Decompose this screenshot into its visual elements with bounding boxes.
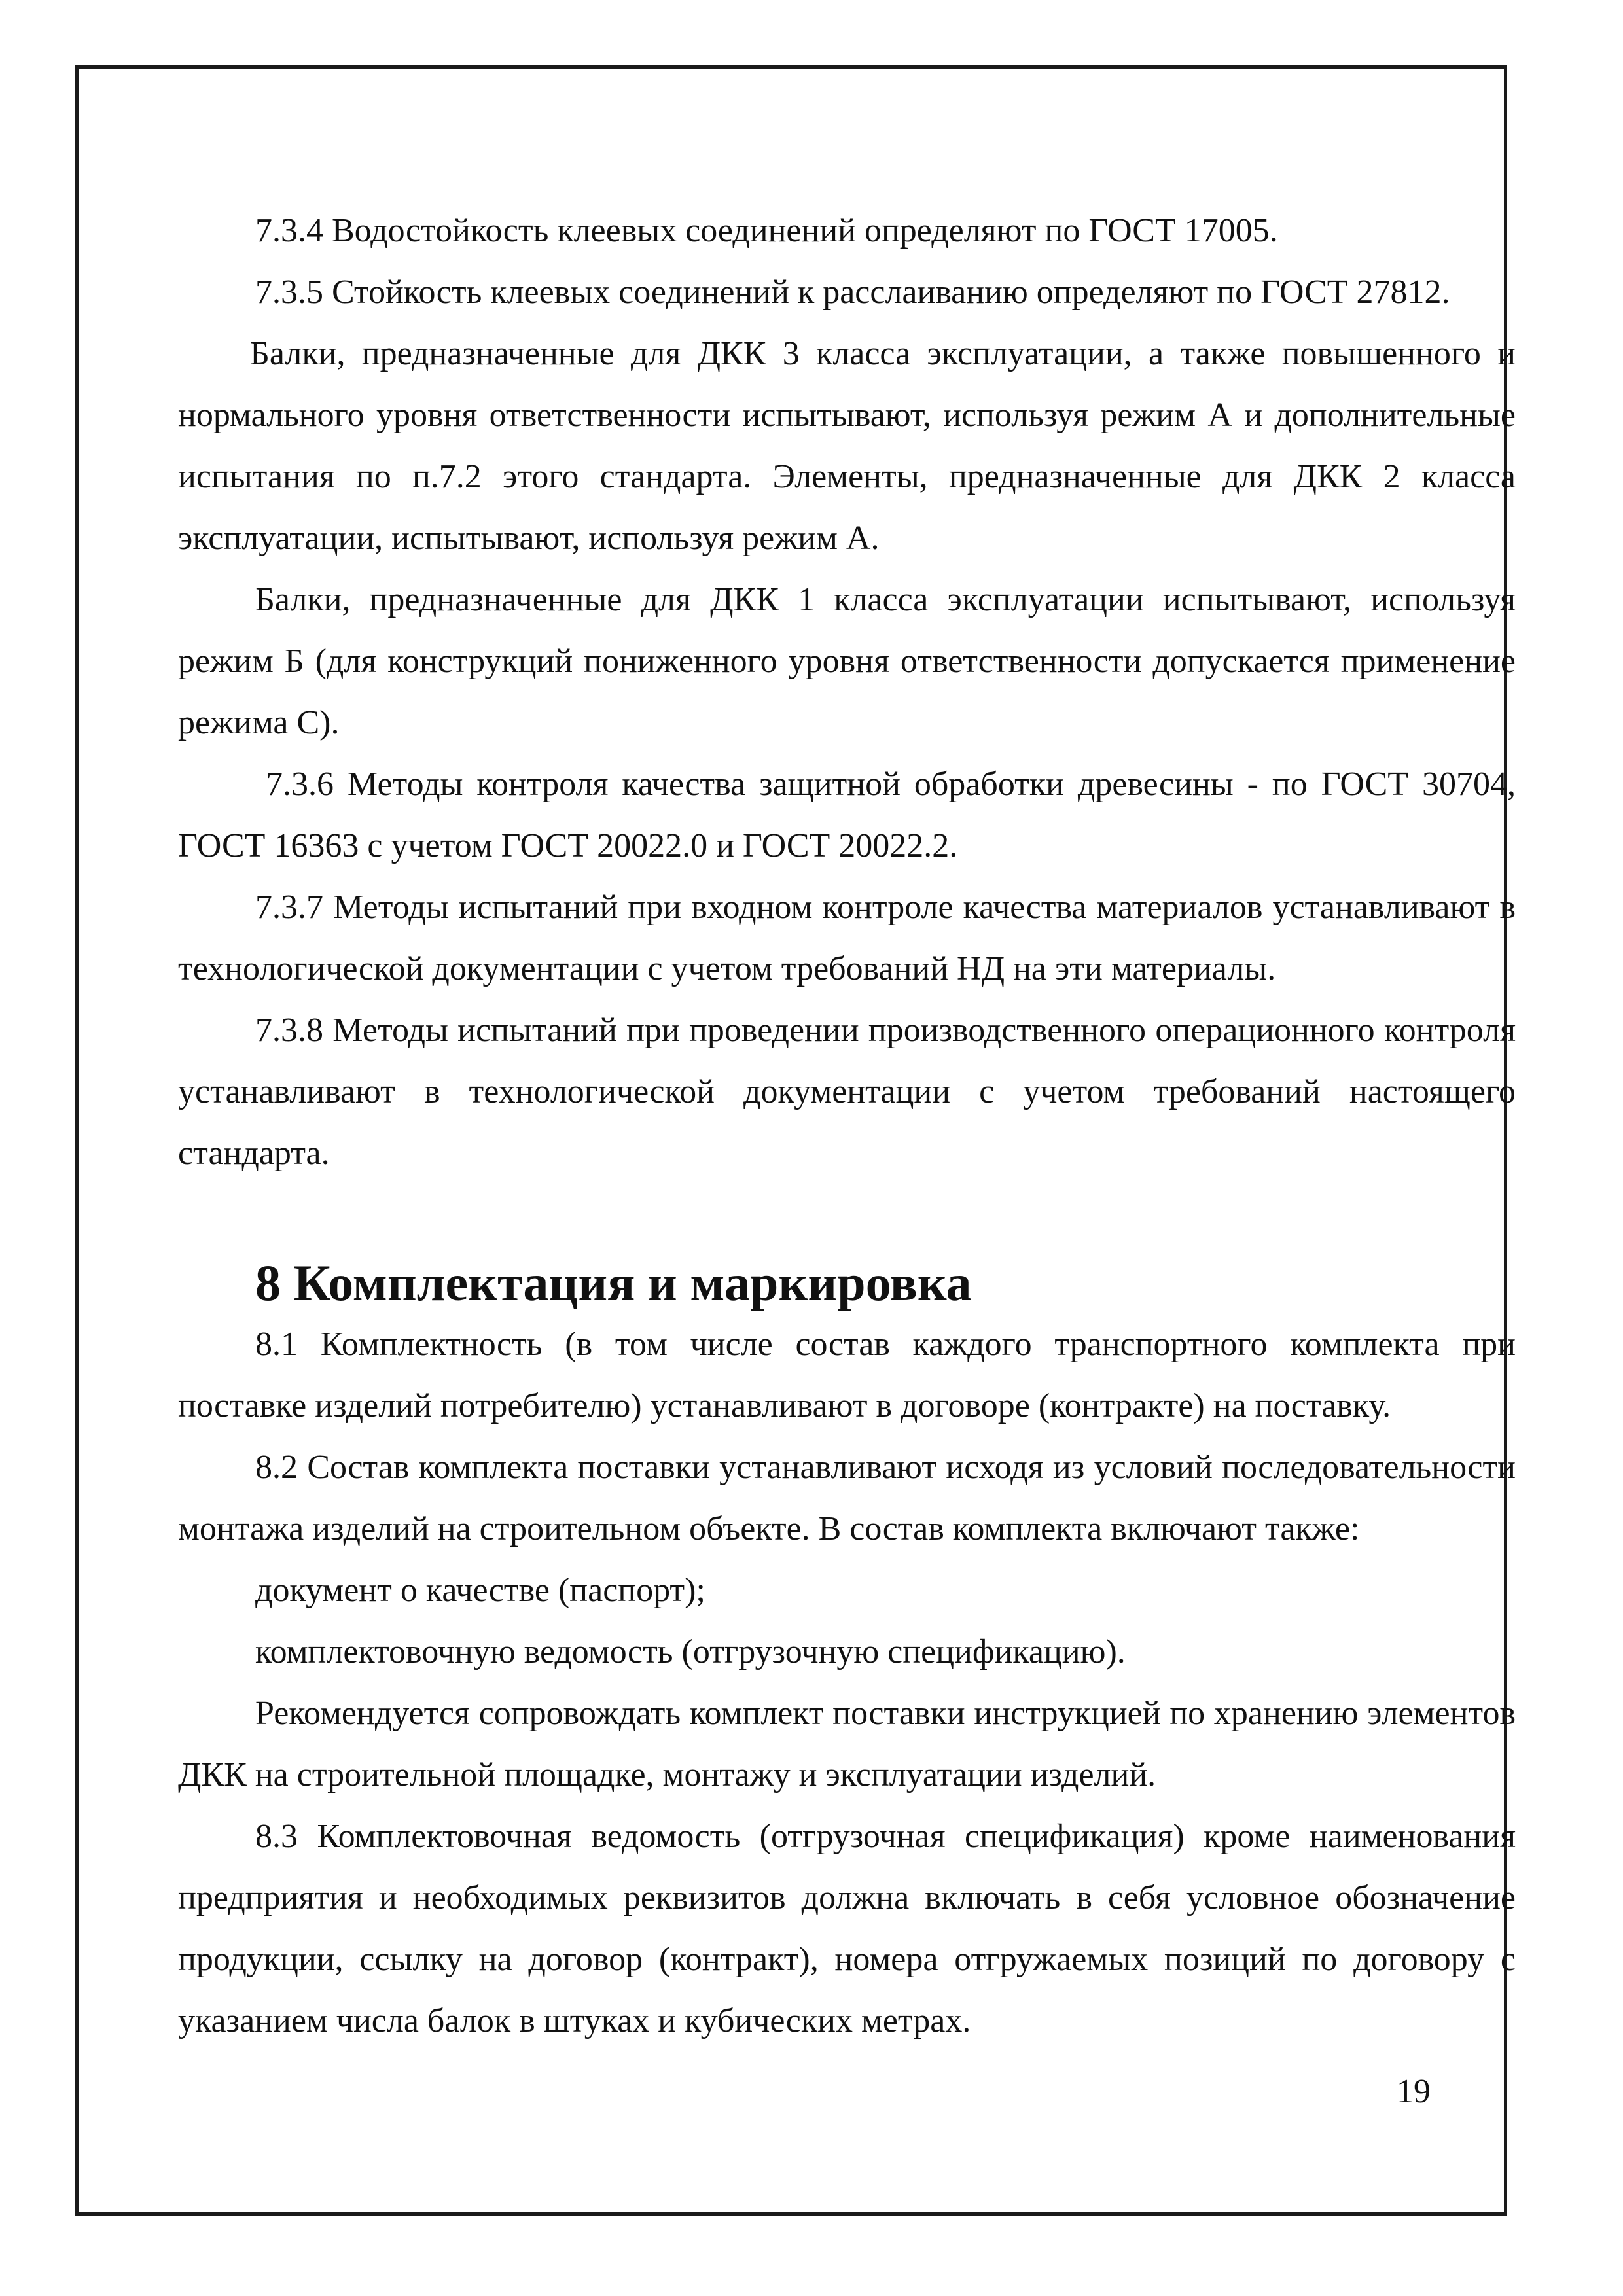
- paragraph-beams-class-1: Балки, предназначенные для ДКК 1 класса эксплуатации испытывают, используя режим Б (для конструкций пониженного уровня ответственности допускается применение режима С).: [178, 581, 1516, 741]
- page-number: 19: [1397, 2073, 1431, 2110]
- section-heading-8: 8 Комплектация и маркировка: [255, 1254, 972, 1311]
- document-body: [178, 200, 1516, 2052]
- paragraph-beams-class-3: Балки, предназначенные для ДКК 3 класса эксплуатации, а также повышенного и нормального уровня ответственности испытывают, используя режим А и дополнительные испытания по п.7.2 этого стандарта. Элементы, предназначенные для ДКК 2 класса эксплуатации, испытывают, используя режим А.: [178, 335, 1516, 557]
- paragraph-8-1: 8.1 Комплектность (в том числе состав каждого транспортного комплекта при поставке изделий потребителю) устанавливают в договоре (контракте) на поставку.: [178, 1326, 1516, 1424]
- paragraph-7-3-6: 7.3.6 Методы контроля качества защитной обработки древесины - по ГОСТ 30704, ГОСТ 16363 с учетом ГОСТ 20022.0 и ГОСТ 20022.2.: [178, 766, 1516, 864]
- paragraph-7-3-4: 7.3.4 Водостойкость клеевых соединений определяют по ГОСТ 17005.: [255, 212, 1278, 249]
- paragraph-8-2: 8.2 Состав комплекта поставки устанавливают исходя из условий последовательности монтажа изделий на строительном объекте. В состав комплекта включают также:: [178, 1449, 1516, 1547]
- list-item-specification: комплектовочную ведомость (отгрузочную спецификацию).: [255, 1633, 1126, 1670]
- list-item-passport: документ о качестве (паспорт);: [255, 1572, 705, 1609]
- paragraph-7-3-5: 7.3.5 Стойкость клеевых соединений к расслаиванию определяют по ГОСТ 27812.: [255, 274, 1450, 311]
- paragraph-8-3: 8.3 Комплектовочная ведомость (отгрузочная спецификация) кроме наименования предприятия и необходимых реквизитов должна включать в себя условное обозначение продукции, ссылку на договор (контракт), номера отгружаемых позиций по договору с указанием числа балок в штуках и кубических метрах.: [178, 1818, 1516, 2040]
- paragraph-7-3-8: 7.3.8 Методы испытаний при проведении производственного операционного контроля устанавливают в технологической документации с учетом требований настоящего стандарта.: [178, 1012, 1516, 1172]
- paragraph-7-3-7: 7.3.7 Методы испытаний при входном контроле качества материалов устанавливают в технологической документации с учетом требований НД на эти материалы.: [178, 889, 1516, 987]
- paragraph-recommendation: Рекомендуется сопровождать комплект поставки инструкцией по хранению элементов ДКК на строительной площадке, монтажу и эксплуатации изделий.: [178, 1695, 1516, 1793]
